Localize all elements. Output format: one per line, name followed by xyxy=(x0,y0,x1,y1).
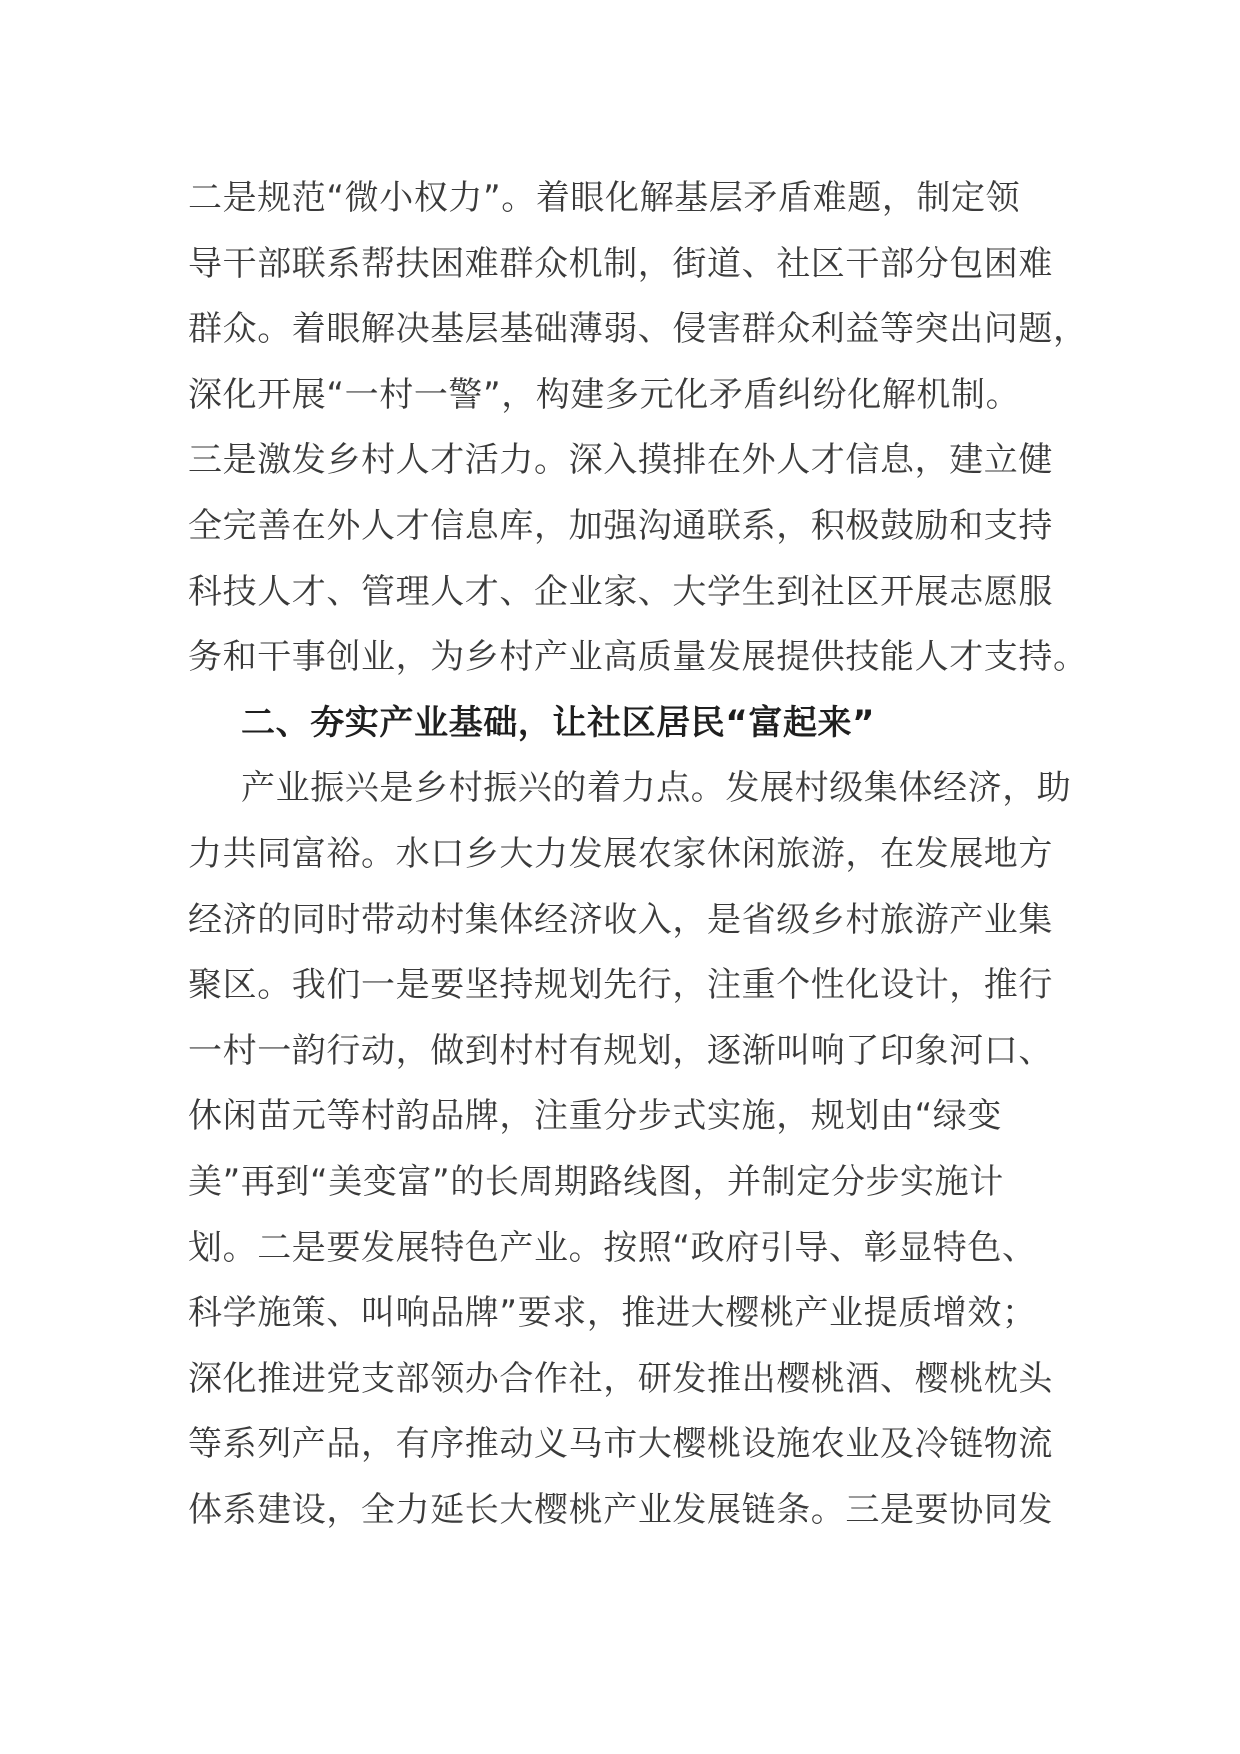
paragraph-line: 群众。着眼解决基层基础薄弱、侵害群众利益等突出问题， xyxy=(188,309,1088,350)
paragraph-line: 力共同富裕。水口乡大力发展农家休闲旅游，在发展地方 xyxy=(188,833,1053,874)
paragraph-line: 务和干事创业，为乡村产业高质量发展提供技能人才支持。 xyxy=(188,637,1088,678)
paragraph-line: 三是激发乡村人才活力。深入摸排在外人才信息，建立健 xyxy=(188,440,1053,481)
paragraph-line: 深化开展“一村一警”，构建多元化矛盾纠纷化解机制。 xyxy=(188,374,1021,415)
paragraph-line: 产业振兴是乡村振兴的着力点。发展村级集体经济，助 xyxy=(241,768,1072,809)
paragraph-line: 聚区。我们一是要坚持规划先行，注重个性化设计，推行 xyxy=(188,965,1053,1006)
paragraph-line: 体系建设，全力延长大樱桃产业发展链条。三是要协同发 xyxy=(188,1489,1053,1530)
paragraph-line: 科学施策、叫响品牌”要求，推进大樱桃产业提质增效； xyxy=(188,1293,1037,1334)
paragraph-line: 划。二是要发展特色产业。按照“政府引导、彰显特色、 xyxy=(188,1227,1037,1268)
section-heading: 二、夯实产业基础，让社区居民“富起来” xyxy=(241,702,876,743)
paragraph-line: 一村一韵行动，做到村村有规划，逐渐叫响了印象河口、 xyxy=(188,1030,1053,1071)
paragraph-line: 等系列产品，有序推动义马市大樱桃设施农业及冷链物流 xyxy=(188,1424,1053,1465)
paragraph-line: 深化推进党支部领办合作社，研发推出樱桃酒、樱桃枕头 xyxy=(188,1358,1053,1399)
paragraph-line: 科技人才、管理人才、企业家、大学生到社区开展志愿服 xyxy=(188,571,1053,612)
document-body xyxy=(188,166,1088,1543)
paragraph-line: 经济的同时带动村集体经济收入，是省级乡村旅游产业集 xyxy=(188,899,1053,940)
paragraph-line: 全完善在外人才信息库，加强沟通联系，积极鼓励和支持 xyxy=(188,505,1053,546)
paragraph-line: 美”再到“美变富”的长周期路线图，并制定分步实施计 xyxy=(188,1161,1004,1202)
paragraph-line: 二是规范“微小权力”。着眼化解基层矛盾难题，制定领 xyxy=(188,178,1021,218)
paragraph-line: 休闲苗元等村韵品牌，注重分步式实施，规划由“绿变 xyxy=(188,1096,1003,1137)
paragraph-line: 导干部联系帮扶困难群众机制，街道、社区干部分包困难 xyxy=(188,243,1053,284)
